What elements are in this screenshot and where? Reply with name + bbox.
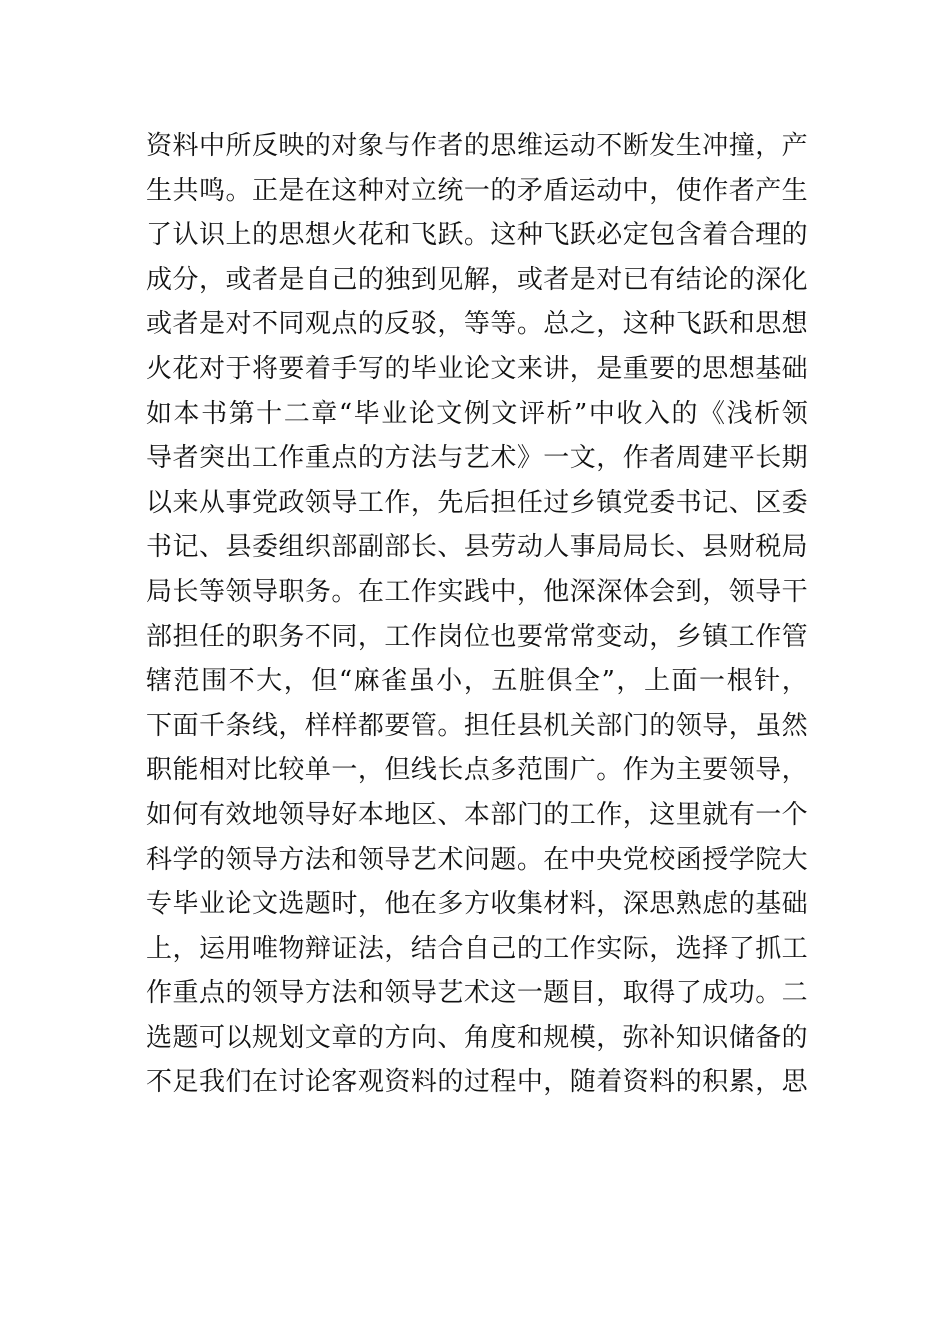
text-line: 导者突出工作重点的方法与艺术》一文，作者周建平长期 [146, 443, 808, 474]
text-line: 火花对于将要着手写的毕业论文来讲，是重要的思想基础 [146, 353, 808, 384]
text-line: 选题可以规划文章的方向、角度和规模，弥补知识储备的 [146, 1022, 808, 1053]
text-line: 科学的领导方法和领导艺术问题。在中央党校函授学院大 [146, 844, 808, 875]
text-line: 局长等领导职务。在工作实践中，他深深体会到，领导干 [146, 576, 808, 607]
text-line: 了认识上的思想火花和飞跃。这种飞跃必定包含着合理的 [146, 220, 808, 251]
text-line: 职能相对比较单一，但线长点多范围广。作为主要领导， [146, 755, 808, 786]
text-line: 作重点的领导方法和领导艺术这一题目，取得了成功。二 [146, 978, 808, 1009]
text-line: 上，运用唯物辩证法，结合自己的工作实际，选择了抓工 [146, 933, 808, 964]
text-line: 生共鸣。正是在这种对立统一的矛盾运动中，使作者产生 [146, 175, 808, 206]
body-text [146, 124, 808, 1105]
text-line: 下面千条线，样样都要管。担任县机关部门的领导，虽然 [146, 710, 808, 741]
text-line: 资料中所反映的对象与作者的思维运动不断发生冲撞，产 [146, 131, 808, 161]
text-line: 部担任的职务不同，工作岗位也要常常变动，乡镇工作管 [146, 621, 808, 652]
text-line: 如本书第十二章“毕业论文例文评析”中收入的《浅析领 [146, 398, 808, 429]
text-line: 书记、县委组织部副部长、县劳动人事局局长、县财税局 [146, 532, 808, 563]
text-line: 成分，或者是自己的独到见解，或者是对已有结论的深化 [146, 264, 808, 295]
text-line: 以来从事党政领导工作，先后担任过乡镇党委书记、区委 [146, 487, 808, 518]
text-line: 不足我们在讨论客观资料的过程中，随着资料的积累，思 [146, 1067, 808, 1098]
text-line: 或者是对不同观点的反驳，等等。总之，这种飞跃和思想 [146, 309, 808, 340]
text-line: 专毕业论文选题时，他在多方收集材料，深思熟虑的基础 [146, 889, 808, 920]
text-line: 如何有效地领导好本地区、本部门的工作，这里就有一个 [146, 799, 808, 830]
text-line: 辖范围不大，但“麻雀虽小，五脏俱全”，上面一根针， [146, 666, 808, 697]
